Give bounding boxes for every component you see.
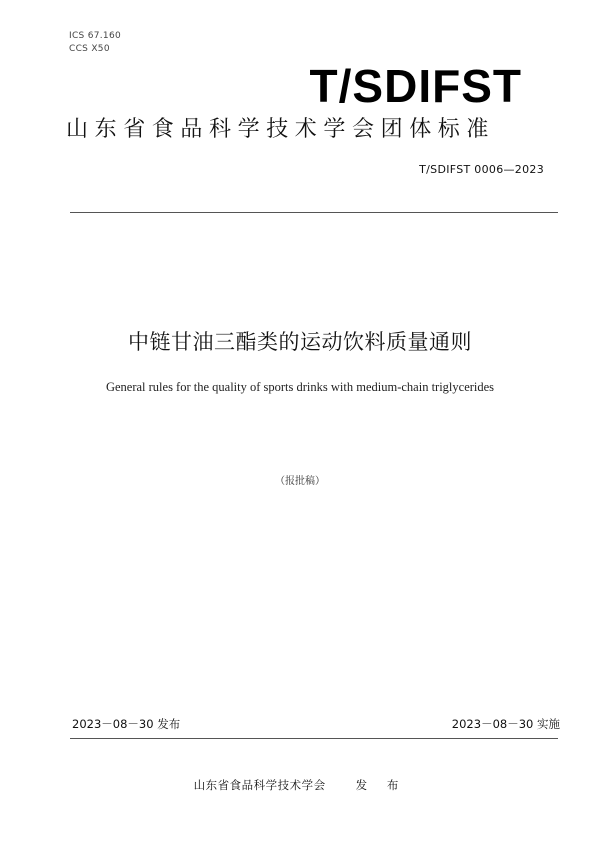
ics-code: ICS 67.160 (69, 31, 122, 41)
implementation-date: 2023－08－30 实施 (451, 717, 560, 731)
publisher-name: 山东省食品科学技术学会 (193, 778, 326, 792)
issue-date: 2023－08－30 发布 (72, 717, 181, 731)
bottom-divider (70, 738, 558, 739)
ccs-code: CCS X50 (69, 44, 110, 54)
publish-action: 发 布 (355, 778, 407, 792)
standard-code-logo: T/SDIFST (309, 60, 522, 112)
draft-stage-label: （报批稿） (275, 476, 325, 487)
organization-standard-title: 山东省食品科学技术学会团体标准 (66, 117, 496, 142)
publisher-line (0, 776, 600, 794)
top-divider (70, 212, 558, 213)
document-title-english: General rules for the quality of sports drinks with medium-chain triglycerides (105, 380, 495, 394)
standard-number: T/SDIFST 0006—2023 (419, 163, 544, 176)
document-title-chinese: 中链甘油三酯类的运动饮料质量通则 (128, 330, 472, 354)
